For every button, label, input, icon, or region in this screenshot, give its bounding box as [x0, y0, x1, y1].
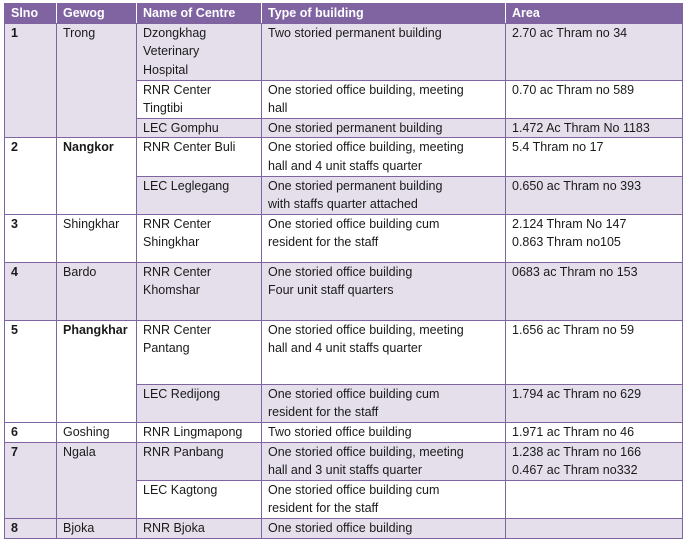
- header-area: Area: [506, 4, 683, 24]
- centre-name-cell: RNR Center Buli: [137, 138, 262, 176]
- centre-name-cell: LEC Redijong: [137, 384, 262, 422]
- table-row: [5, 320, 683, 384]
- area-cell: 2.70 ac Thram no 34: [506, 23, 683, 80]
- building-type-cell: One storied office building, meeting hall: [262, 80, 506, 118]
- header-building-type: Type of building: [262, 4, 506, 24]
- area-cell: 0.70 ac Thram no 589: [506, 80, 683, 118]
- centre-name-cell: RNR Panbang: [137, 442, 262, 480]
- table-row: [5, 422, 683, 442]
- table-row: [5, 442, 683, 480]
- header-row: [5, 4, 683, 24]
- gewog-cell: Nangkor: [57, 138, 137, 214]
- building-type-cell: One storied permanent building: [262, 118, 506, 138]
- gewog-cell: Bardo: [57, 262, 137, 320]
- building-type-cell: One storied office building, meeting hall and 4 unit staffs quarter: [262, 320, 506, 384]
- area-cell: 0.650 ac Thram no 393: [506, 176, 683, 214]
- table-row: [5, 138, 683, 176]
- centre-name-cell: LEC Leglegang: [137, 176, 262, 214]
- building-type-cell: Two storied permanent building: [262, 23, 506, 80]
- header-gewog: Gewog: [57, 4, 137, 24]
- centre-name-cell: RNR Center Shingkhar: [137, 214, 262, 262]
- gewog-cell: Bjoka: [57, 518, 137, 538]
- area-cell: 1.971 ac Thram no 46: [506, 422, 683, 442]
- area-cell: 1.472 Ac Thram No 1183: [506, 118, 683, 138]
- header-centre: Name of Centre: [137, 4, 262, 24]
- building-type-cell: One storied office building cum resident for the staff: [262, 384, 506, 422]
- building-type-cell: One storied office building cum resident for the staff: [262, 214, 506, 262]
- building-type-cell: One storied permanent building with staffs quarter attached: [262, 176, 506, 214]
- centre-name-cell: Dzongkhag Veterinary Hospital: [137, 23, 262, 80]
- building-type-cell: Two storied office building: [262, 422, 506, 442]
- centre-name-cell: RNR Lingmapong: [137, 422, 262, 442]
- centre-name-cell: RNR Center Pantang: [137, 320, 262, 384]
- slno-cell: 4: [5, 262, 57, 320]
- slno-cell: 5: [5, 320, 57, 422]
- table-row: [5, 518, 683, 538]
- header-slno: Slno: [5, 4, 57, 24]
- gewog-cell: Ngala: [57, 442, 137, 518]
- building-type-cell: One storied office building: [262, 518, 506, 538]
- centres-table: [4, 3, 683, 539]
- slno-cell: 8: [5, 518, 57, 538]
- gewog-cell: Trong: [57, 23, 137, 138]
- building-type-cell: One storied office building, meeting hall and 3 unit staffs quarter: [262, 442, 506, 480]
- slno-cell: 1: [5, 23, 57, 138]
- table-row: [5, 23, 683, 80]
- centre-name-cell: RNR Center Khomshar: [137, 262, 262, 320]
- building-type-cell: One storied office building Four unit staff quarters: [262, 262, 506, 320]
- area-cell: 1.656 ac Thram no 59: [506, 320, 683, 384]
- centre-name-cell: LEC Gomphu: [137, 118, 262, 138]
- area-cell: [506, 480, 683, 518]
- area-cell: [506, 518, 683, 538]
- table-row: [5, 262, 683, 320]
- area-cell: 1.238 ac Thram no 166 0.467 ac Thram no332: [506, 442, 683, 480]
- building-type-cell: One storied office building, meeting hall and 4 unit staffs quarter: [262, 138, 506, 176]
- slno-cell: 6: [5, 422, 57, 442]
- gewog-cell: Shingkhar: [57, 214, 137, 262]
- slno-cell: 7: [5, 442, 57, 518]
- area-cell: 5.4 Thram no 17: [506, 138, 683, 176]
- building-type-cell: One storied office building cum resident for the staff: [262, 480, 506, 518]
- area-cell: 1.794 ac Thram no 629: [506, 384, 683, 422]
- slno-cell: 2: [5, 138, 57, 214]
- gewog-cell: Goshing: [57, 422, 137, 442]
- table-row: [5, 214, 683, 262]
- gewog-cell: Phangkhar: [57, 320, 137, 422]
- centre-name-cell: LEC Kagtong: [137, 480, 262, 518]
- centre-name-cell: RNR Center Tingtibi: [137, 80, 262, 118]
- slno-cell: 3: [5, 214, 57, 262]
- area-cell: 0683 ac Thram no 153: [506, 262, 683, 320]
- area-cell: 2.124 Thram No 147 0.863 Thram no105: [506, 214, 683, 262]
- centre-name-cell: RNR Bjoka: [137, 518, 262, 538]
